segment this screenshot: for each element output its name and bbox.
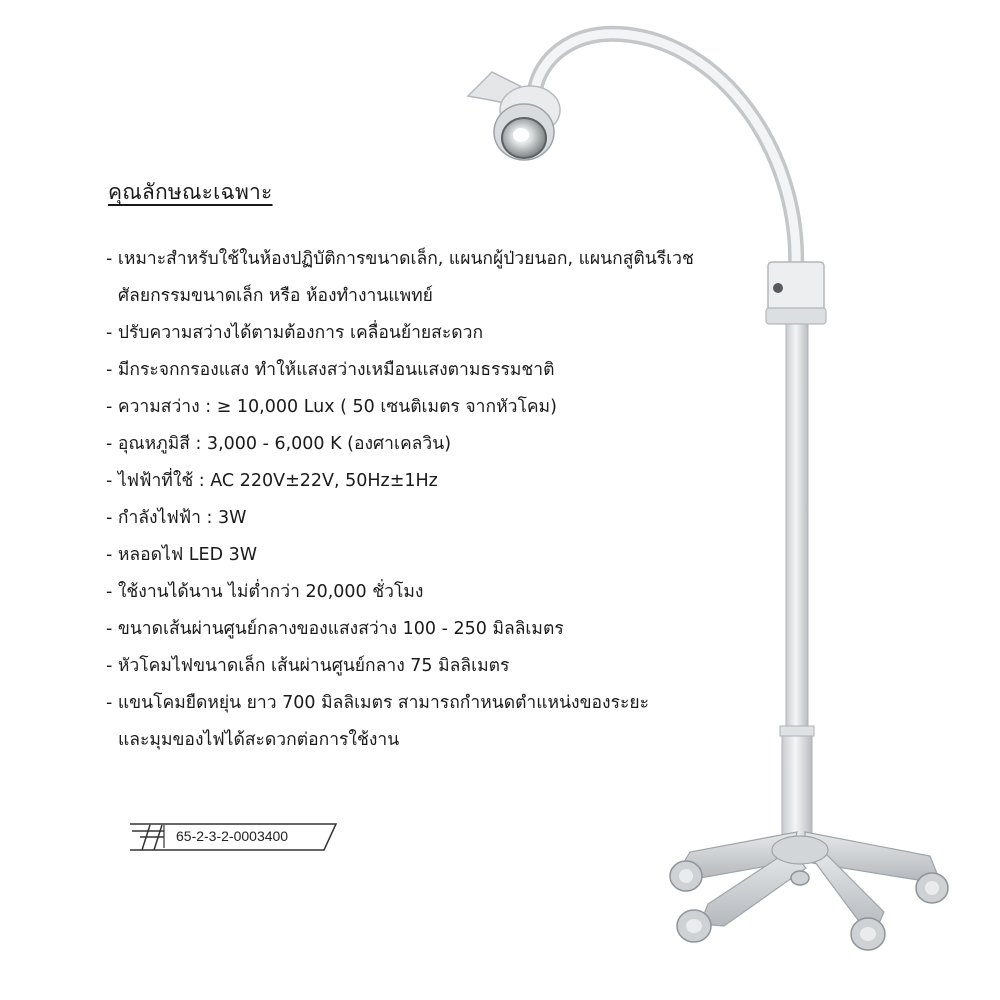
tisi-license-number: 65-2-3-2-0003400 bbox=[176, 828, 289, 844]
spec-heading: คุณลักษณะเฉพาะ bbox=[108, 180, 273, 204]
spec-line: - เหมาะสำหรับใช้ในห้องปฏิบัติการขนาดเล็ก, แผนกผู้ป่วยนอก, แผนกสูตินรีเวช bbox=[106, 249, 694, 269]
spec-line: - กำลังไฟฟ้า : 3W bbox=[106, 508, 247, 528]
spec-line: - หัวโคมไฟขนาดเล็ก เส้นผ่านศูนย์กลาง 75 มิลลิเมตร bbox=[106, 656, 510, 676]
spec-line: - แขนโคมยืดหยุ่น ยาว 700 มิลลิเมตร สามารถกำหนดตำแหน่งของระยะ bbox=[106, 693, 650, 713]
spec-line: ศัลยกรรมขนาดเล็ก หรือ ห้องทำงานแพทย์ bbox=[118, 286, 433, 306]
spec-line: - อุณหภูมิสี : 3,000 - 6,000 K (องศาเคลวิน) bbox=[106, 434, 452, 454]
spec-line: - ใช้งานได้นาน ไม่ต่ำกว่า 20,000 ชั่วโมง bbox=[106, 582, 424, 602]
spec-line: - ไฟฟ้าที่ใช้ : AC 220V±22V, 50Hz±1Hz bbox=[106, 471, 438, 491]
spec-list bbox=[106, 244, 694, 762]
spec-line: - ขนาดเส้นผ่านศูนย์กลางของแสงสว่าง 100 - 250 มิลลิเมตร bbox=[106, 619, 564, 639]
spec-line: - หลอดไฟ LED 3W bbox=[106, 545, 258, 565]
spec-line: - มีกระจกกรองแสง ทำให้แสงสว่างเหมือนแสงตามธรรมชาติ bbox=[106, 360, 555, 380]
spec-line: และมุมของไฟได้สะดวกต่อการใช้งาน bbox=[118, 730, 400, 750]
spec-line: - ปรับความสว่างได้ตามต้องการ เคลื่อนย้ายสะดวก bbox=[106, 323, 484, 343]
spec-line: - ความสว่าง : ≥ 10,000 Lux ( 50 เซนติเมตร จากหัวโคม) bbox=[106, 397, 557, 417]
